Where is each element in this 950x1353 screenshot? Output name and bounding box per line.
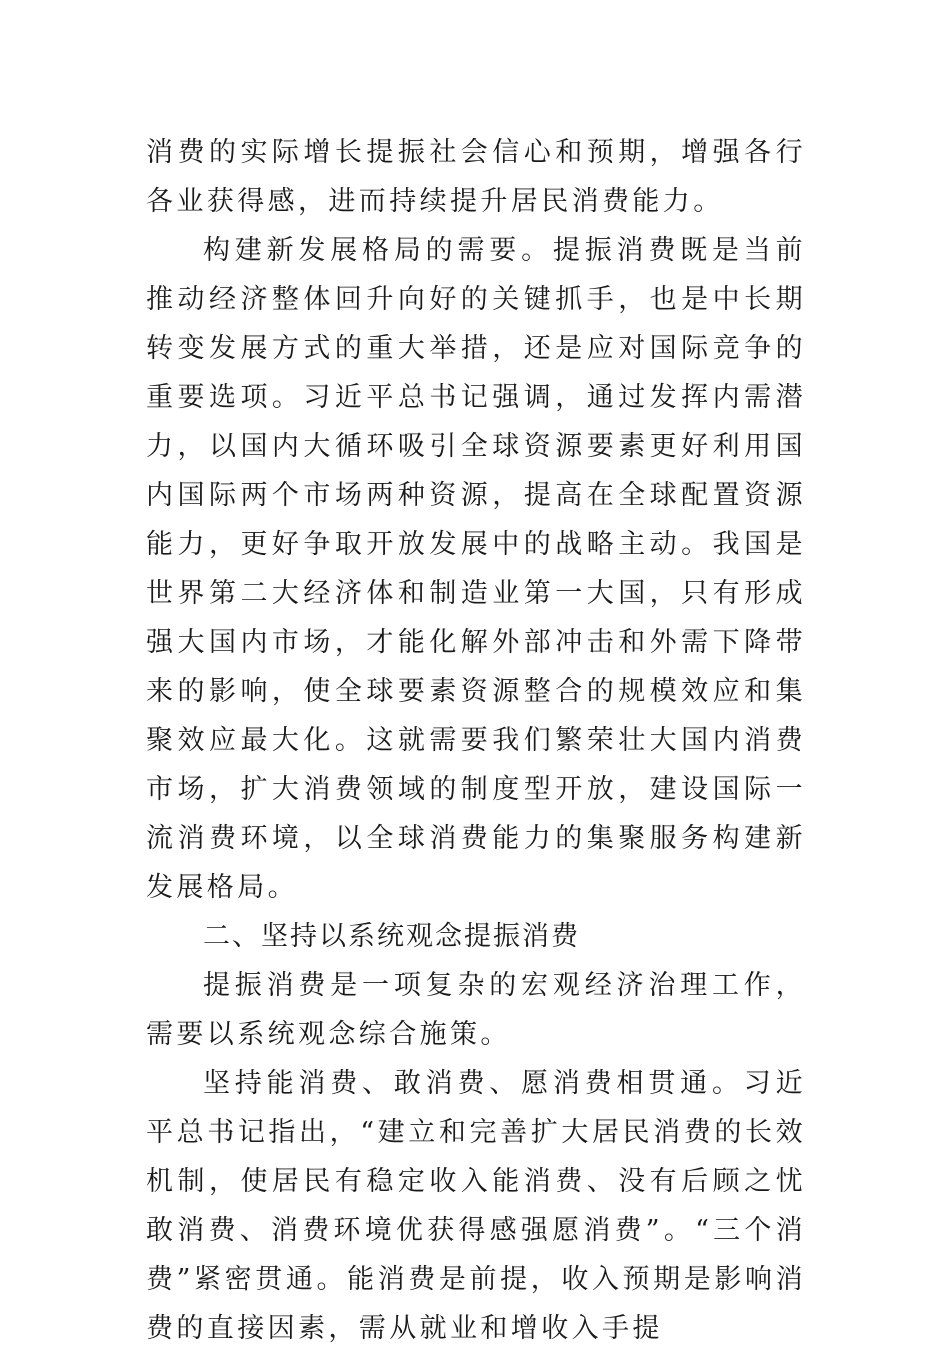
paragraph-three-consumption: 坚持能消费、敢消费、愿消费相贯通。习近平总书记指出，“建立和完善扩大居民消费的长效机制，使居民有稳定收入能消费、没有后顾之忧敢消费、消费环境优获得感强愿消费”。“三个消费”紧密贯通。能消费是前提，收入预期是影响消费的直接因素，需从就业和增收入手提	[146, 1068, 806, 1344]
paragraph-new-development-pattern: 构建新发展格局的需要。提振消费既是当前推动经济整体回升向好的关键抓手，也是中长期转变发展方式的重大举措，还是应对国际竞争的重要选项。习近平总书记强调，通过发挥内需潜力，以国内大循环吸引全球资源要素更好利用国内国际两个市场两种资源，提高在全球配置资源能力，更好争取开放发展中的战略主动。我国是世界第二大经济体和制造业第一大国，只有形成强大国内市场，才能化解外部冲击和外需下降带来的影响，使全球要素资源整合的规模效应和集聚效应最大化。这就需要我们繁荣壮大国内消费市场，扩大消费领域的制度型开放，建设国际一流消费环境，以全球消费能力的集聚服务构建新发展格局。	[146, 235, 806, 903]
document-body	[146, 128, 806, 1353]
paragraph-continuation: 消费的实际增长提振社会信心和预期，增强各行各业获得感，进而持续提升居民消费能力。	[146, 137, 806, 217]
section-heading: 二、坚持以系统观念提振消费	[203, 921, 580, 952]
paragraph-systems-intro: 提振消费是一项复杂的宏观经济治理工作，需要以系统观念综合施策。	[146, 970, 806, 1050]
